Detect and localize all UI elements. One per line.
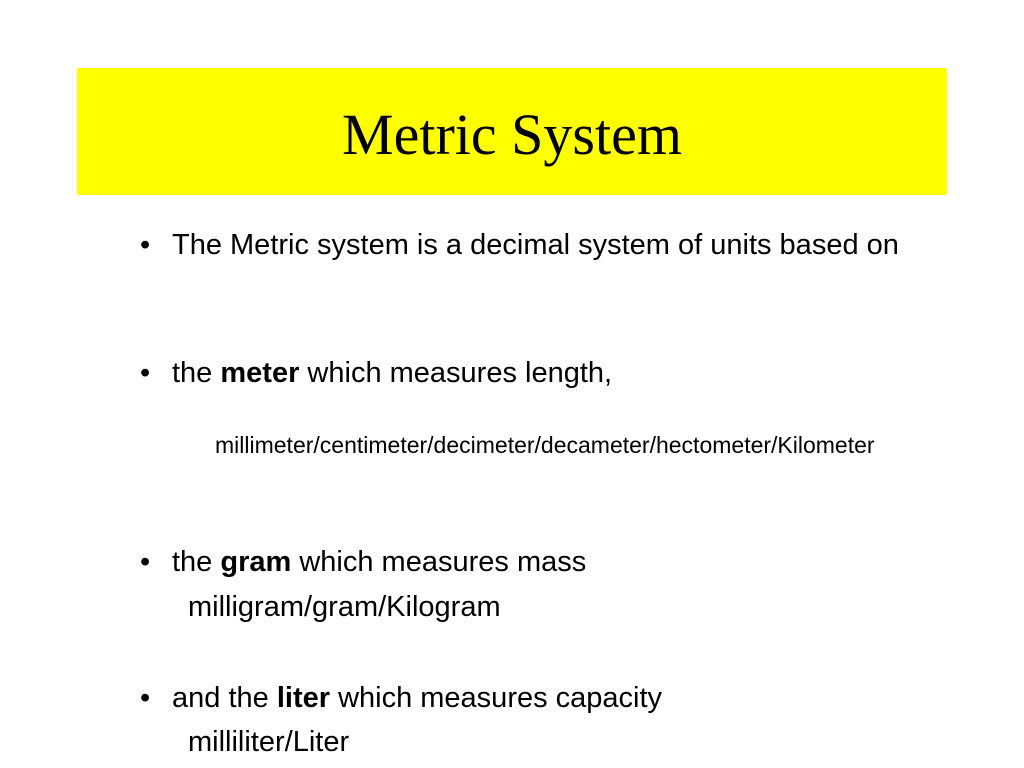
bullet-liter-suffix: which measures capacity: [330, 682, 663, 714]
slide-title: Metric System: [342, 101, 682, 167]
bullet-meter-term: meter: [220, 357, 300, 389]
bullet-intro-text: The Metric system is a decimal system of units based on: [172, 229, 899, 261]
title-bar: [77, 68, 947, 195]
gram-units: milligram/gram/Kilogram: [188, 591, 501, 623]
bullet-gram-prefix: the: [172, 546, 221, 578]
bullet-marker: •: [140, 357, 151, 389]
bullet-gram-suffix: which measures mass: [291, 546, 587, 578]
bullet-meter-suffix: which measures length,: [299, 357, 613, 389]
bullet-liter: [140, 681, 662, 716]
bullet-marker: •: [140, 229, 151, 261]
bullet-gram-term: gram: [220, 546, 292, 578]
bullet-liter-prefix: and the: [172, 682, 277, 714]
bullet-marker: •: [140, 546, 151, 578]
bullet-intro: [140, 228, 912, 263]
bullet-liter-term: liter: [276, 682, 331, 714]
meter-units: millimeter/centimeter/decimeter/decameter/hectometer/Kilometer: [215, 432, 875, 458]
bullet-marker: •: [140, 682, 151, 714]
bullet-meter: [140, 356, 612, 391]
bullet-meter-prefix: the: [172, 357, 221, 389]
liter-units: milliliter/Liter: [188, 726, 350, 758]
bullet-gram: [140, 545, 586, 580]
